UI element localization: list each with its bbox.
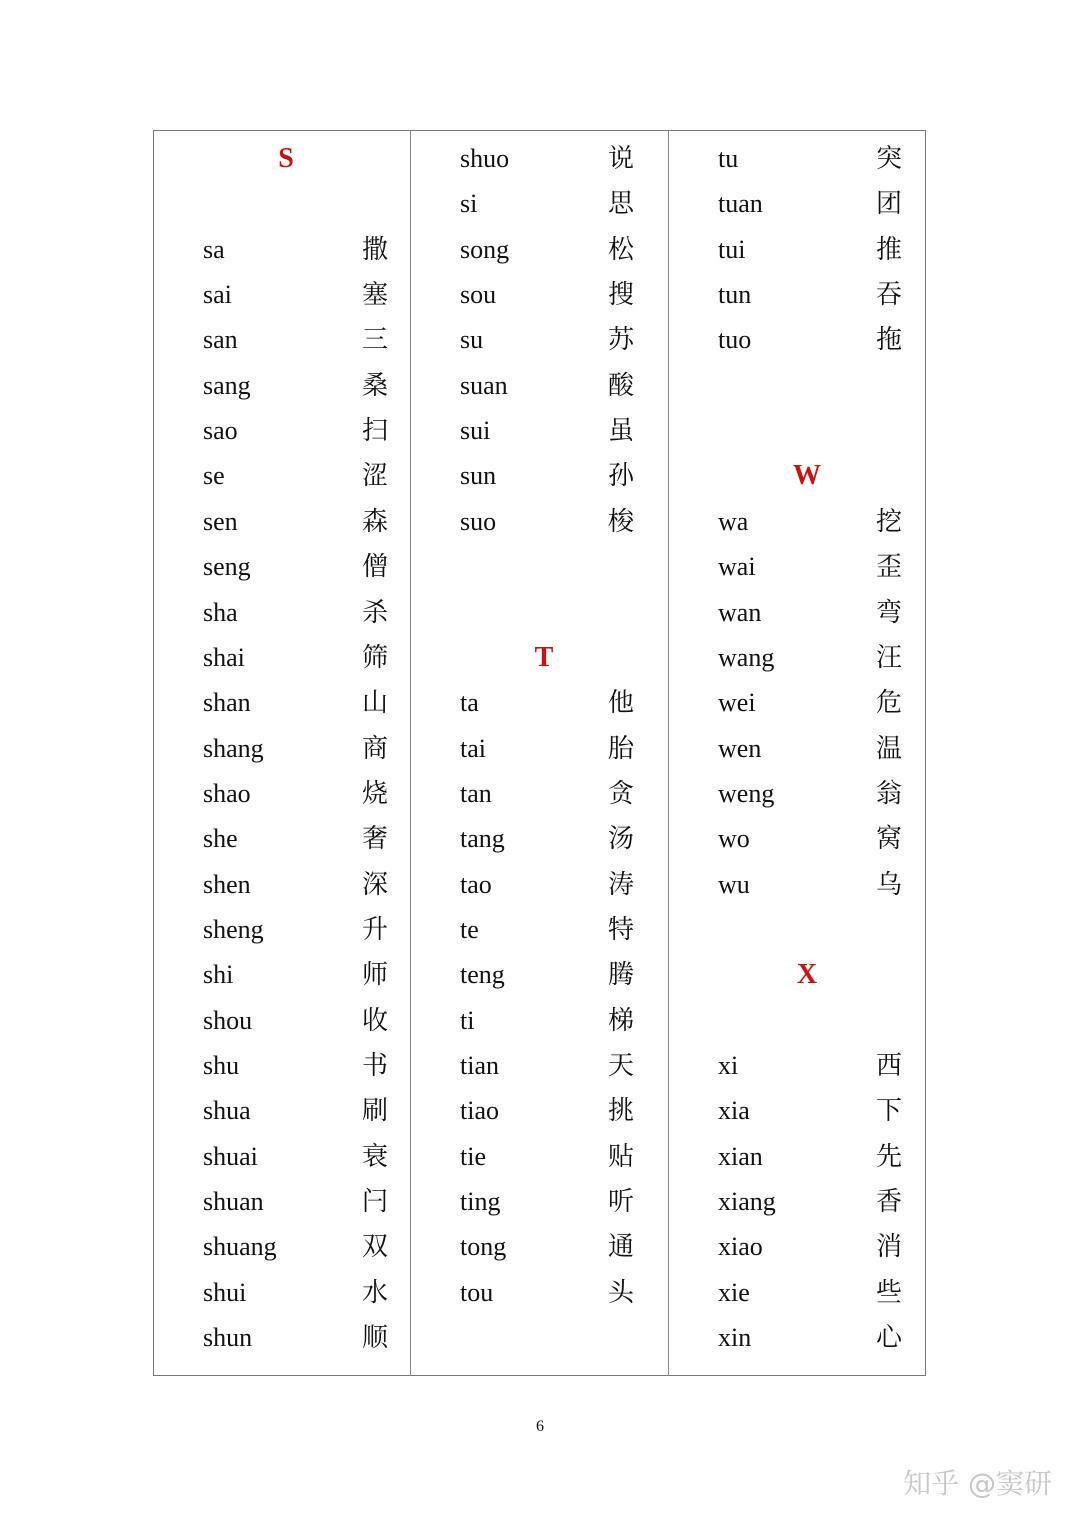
pinyin-table (153, 130, 926, 1376)
pinyin-syllable: xi (718, 1051, 739, 1080)
pinyin-syllable: shai (203, 643, 245, 672)
hanzi-character: 贴 (608, 1142, 635, 1172)
hanzi-character: 推 (876, 235, 903, 265)
pinyin-syllable: shuan (203, 1187, 264, 1216)
pinyin-syllable: wan (718, 598, 762, 627)
pinyin-syllable: shang (203, 734, 264, 763)
hanzi-character: 杀 (362, 598, 389, 628)
hanzi-character: 衰 (362, 1142, 389, 1172)
pinyin-syllable: shuai (203, 1142, 258, 1171)
hanzi-character: 胎 (608, 734, 635, 764)
hanzi-character: 涩 (362, 461, 389, 491)
pinyin-syllable: si (460, 189, 478, 218)
pinyin-syllable: song (460, 235, 510, 264)
hanzi-character: 桑 (362, 371, 389, 401)
pinyin-syllable: wa (718, 507, 749, 536)
pinyin-syllable: wang (718, 643, 775, 672)
pinyin-syllable: weng (718, 779, 775, 808)
pinyin-syllable: wo (718, 824, 750, 853)
pinyin-syllable: teng (460, 960, 505, 989)
hanzi-character: 心 (876, 1323, 903, 1353)
section-heading: T (534, 642, 554, 673)
hanzi-character: 三 (362, 325, 389, 355)
hanzi-character: 挑 (608, 1096, 635, 1126)
pinyin-syllable: shui (203, 1278, 247, 1307)
pinyin-syllable: tai (460, 734, 486, 763)
section-heading: S (278, 143, 294, 174)
hanzi-character: 团 (876, 189, 903, 219)
hanzi-character: 说 (608, 144, 635, 174)
hanzi-character: 梯 (608, 1006, 635, 1036)
pinyin-syllable: wu (718, 870, 750, 899)
pinyin-syllable: ting (460, 1187, 501, 1216)
pinyin-syllable: tiao (460, 1096, 499, 1125)
hanzi-character: 刷 (362, 1096, 389, 1126)
hanzi-character: 松 (608, 235, 635, 265)
pinyin-syllable: sa (203, 235, 225, 264)
pinyin-syllable: sai (203, 280, 232, 309)
pinyin-syllable: sao (203, 416, 238, 445)
hanzi-character: 弯 (876, 598, 903, 628)
hanzi-character: 歪 (876, 552, 903, 582)
hanzi-character: 吞 (876, 280, 903, 310)
hanzi-character: 商 (362, 734, 389, 764)
pinyin-syllable: sui (460, 416, 491, 445)
hanzi-character: 窝 (876, 824, 903, 854)
hanzi-character: 烧 (362, 779, 389, 809)
hanzi-character: 腾 (608, 960, 635, 990)
pinyin-syllable: wei (718, 688, 756, 717)
hanzi-character: 贪 (608, 779, 635, 809)
hanzi-character: 撒 (362, 235, 389, 265)
hanzi-character: 通 (608, 1232, 635, 1262)
hanzi-character: 梭 (608, 507, 635, 537)
hanzi-character: 筛 (362, 643, 389, 673)
hanzi-character: 孙 (608, 461, 635, 491)
hanzi-character: 乌 (876, 870, 903, 900)
pinyin-syllable: sun (460, 461, 497, 490)
pinyin-syllable: tong (460, 1232, 507, 1261)
hanzi-character: 天 (608, 1051, 635, 1081)
hanzi-character: 挖 (876, 507, 903, 537)
hanzi-character: 酸 (608, 371, 635, 401)
pinyin-syllable: xiao (718, 1232, 763, 1261)
hanzi-character: 水 (362, 1278, 389, 1308)
pinyin-syllable: tou (460, 1278, 494, 1307)
hanzi-character: 搜 (608, 280, 635, 310)
hanzi-character: 拖 (876, 325, 903, 355)
column-divider (668, 130, 669, 1376)
hanzi-character: 特 (608, 915, 635, 945)
hanzi-character: 苏 (608, 325, 635, 355)
pinyin-syllable: xin (718, 1323, 752, 1352)
hanzi-character: 森 (362, 507, 389, 537)
pinyin-syllable: sou (460, 280, 497, 309)
pinyin-syllable: shun (203, 1323, 253, 1352)
pinyin-syllable: shua (203, 1096, 251, 1125)
pinyin-syllable: tun (718, 280, 752, 309)
hanzi-character: 升 (362, 915, 389, 945)
section-heading: X (796, 959, 818, 990)
hanzi-character: 他 (608, 688, 635, 718)
pinyin-syllable: xia (718, 1096, 750, 1125)
hanzi-character: 危 (876, 688, 903, 718)
pinyin-syllable: ta (460, 688, 479, 717)
pinyin-syllable: shi (203, 960, 234, 989)
hanzi-character: 虽 (608, 416, 635, 446)
hanzi-character: 消 (876, 1232, 903, 1262)
hanzi-character: 师 (362, 960, 389, 990)
hanzi-character: 顺 (362, 1323, 389, 1353)
pinyin-syllable: tie (460, 1142, 486, 1171)
pinyin-syllable: sha (203, 598, 238, 627)
hanzi-character: 书 (362, 1051, 389, 1081)
pinyin-syllable: tian (460, 1051, 499, 1080)
hanzi-character: 头 (608, 1278, 635, 1308)
pinyin-syllable: suan (460, 371, 508, 400)
pinyin-syllable: su (460, 325, 484, 354)
pinyin-syllable: tuan (718, 189, 763, 218)
hanzi-character: 思 (608, 189, 635, 219)
hanzi-character: 汤 (608, 824, 635, 854)
hanzi-character: 塞 (362, 280, 389, 310)
hanzi-character: 双 (362, 1232, 389, 1262)
hanzi-character: 深 (362, 870, 389, 900)
hanzi-character: 闩 (362, 1187, 389, 1217)
pinyin-syllable: xian (718, 1142, 763, 1171)
pinyin-syllable: sen (203, 507, 238, 536)
hanzi-character: 香 (876, 1187, 903, 1217)
pinyin-syllable: she (203, 824, 238, 853)
pinyin-syllable: tan (460, 779, 492, 808)
hanzi-character: 山 (362, 688, 389, 718)
pinyin-syllable: tao (460, 870, 492, 899)
column-divider (410, 130, 411, 1376)
hanzi-character: 扫 (362, 416, 389, 446)
hanzi-character: 下 (876, 1096, 903, 1126)
pinyin-syllable: se (203, 461, 225, 490)
hanzi-character: 些 (876, 1278, 903, 1308)
pinyin-syllable: shou (203, 1006, 253, 1035)
pinyin-syllable: tang (460, 824, 505, 853)
pinyin-syllable: shen (203, 870, 251, 899)
pinyin-syllable: shan (203, 688, 251, 717)
hanzi-character: 僧 (362, 552, 389, 582)
pinyin-syllable: tu (718, 144, 739, 173)
pinyin-syllable: tui (718, 235, 746, 264)
page-number: 6 (536, 1418, 544, 1435)
hanzi-character: 突 (876, 144, 903, 174)
watermark: 知乎 @窦研 (903, 1467, 1052, 1500)
hanzi-character: 西 (876, 1051, 903, 1081)
pinyin-syllable: xie (718, 1278, 750, 1307)
pinyin-syllable: shuang (203, 1232, 277, 1261)
section-heading: W (793, 460, 821, 491)
pinyin-syllable: shu (203, 1051, 240, 1080)
pinyin-syllable: ti (460, 1006, 475, 1035)
pinyin-syllable: san (203, 325, 238, 354)
pinyin-syllable: shuo (460, 144, 510, 173)
hanzi-character: 先 (876, 1142, 903, 1172)
hanzi-character: 温 (876, 734, 903, 764)
pinyin-syllable: suo (460, 507, 497, 536)
hanzi-character: 涛 (608, 870, 635, 900)
pinyin-syllable: shao (203, 779, 251, 808)
hanzi-character: 收 (362, 1006, 389, 1036)
pinyin-syllable: wai (718, 552, 756, 581)
pinyin-syllable: tuo (718, 325, 752, 354)
hanzi-character: 听 (608, 1187, 635, 1217)
pinyin-syllable: te (460, 915, 479, 944)
pinyin-syllable: wen (718, 734, 762, 763)
pinyin-syllable: seng (203, 552, 251, 581)
pinyin-syllable: sang (203, 371, 251, 400)
hanzi-character: 翁 (876, 779, 903, 809)
hanzi-character: 奢 (362, 824, 389, 854)
pinyin-syllable: sheng (203, 915, 264, 944)
hanzi-character: 汪 (876, 643, 903, 673)
pinyin-syllable: xiang (718, 1187, 776, 1216)
